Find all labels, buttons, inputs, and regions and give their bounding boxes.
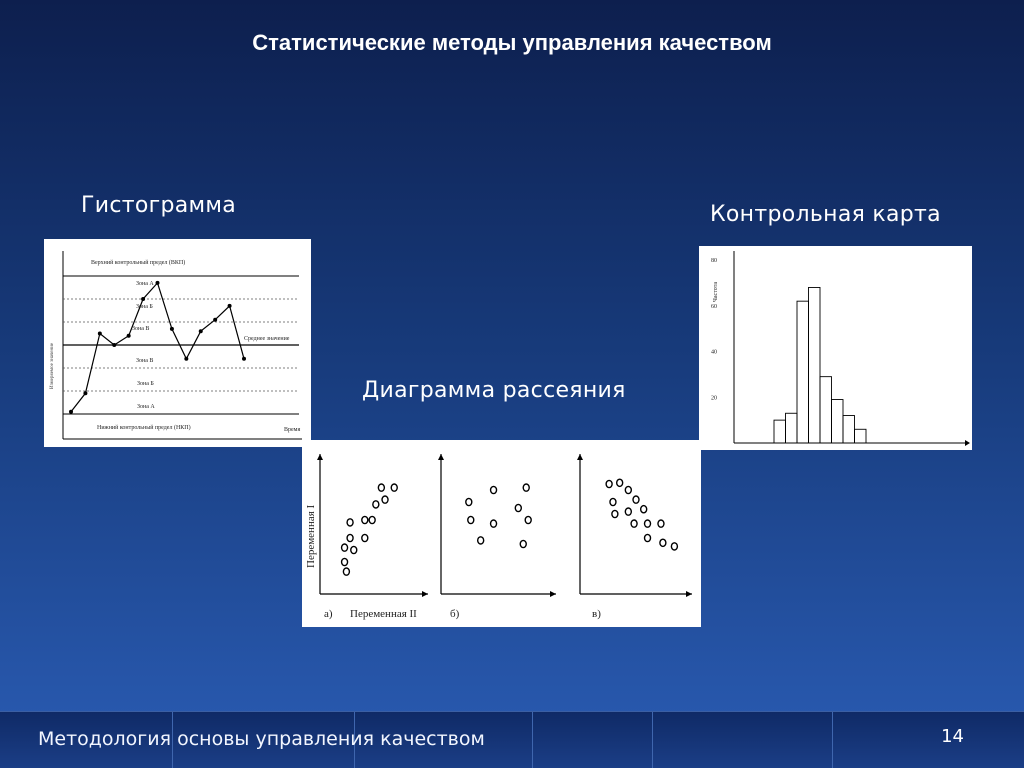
scatter-y-arrow	[577, 454, 583, 460]
footer	[0, 711, 1024, 768]
scatter-y-arrow	[438, 454, 444, 460]
cc-point	[228, 304, 232, 308]
scatter-svg	[302, 440, 701, 627]
scatter-point	[606, 480, 612, 487]
scatter-point	[491, 486, 497, 493]
cc-y-axis-label: Измеряемое значение	[50, 342, 55, 389]
cc-point	[141, 297, 145, 301]
scatter-point	[466, 498, 472, 505]
cc-zone-label: Зона В	[132, 326, 150, 332]
hist-bar	[797, 301, 809, 443]
scatter-x-arrow	[422, 591, 428, 597]
hist-tick-label: 60	[711, 303, 717, 310]
cc-point	[199, 329, 203, 333]
scatter-point	[342, 558, 348, 565]
scatter-point	[523, 484, 529, 491]
cc-point	[156, 281, 160, 285]
footer-divider	[532, 712, 533, 768]
hist-bars	[774, 287, 866, 443]
scatter-point	[645, 534, 651, 541]
cc-point	[242, 357, 246, 361]
scatter-point	[520, 540, 526, 547]
hist-bar	[774, 420, 786, 443]
slide-title: Статистические методы управления качеством	[252, 30, 772, 55]
scatter-point	[658, 520, 664, 527]
footer-text: Методология основы управления качеством	[38, 728, 485, 750]
cc-lcl-label: Нижний контрольный предел (НКП)	[97, 425, 191, 431]
scatter-panel-label: а)	[324, 608, 333, 620]
scatter-point	[382, 496, 388, 503]
cc-series	[69, 281, 246, 414]
footer-divider	[832, 712, 833, 768]
caption-middle: Диаграмма рассеяния	[362, 378, 626, 403]
scatter-point	[625, 508, 631, 515]
cc-series-line	[71, 283, 244, 412]
scatter-points	[342, 479, 678, 575]
scatter-point	[343, 568, 349, 575]
scatter-x-axis-label: Переменная II	[350, 608, 417, 620]
scatter-point	[347, 519, 353, 526]
scatter-point	[631, 520, 637, 527]
cc-point	[127, 334, 131, 338]
control-chart-image	[44, 239, 311, 447]
scatter-point	[525, 516, 531, 523]
hist-y-axis-label: Частота	[713, 281, 719, 302]
caption-left: Гистограмма	[81, 193, 237, 218]
histogram-svg	[699, 246, 972, 450]
scatter-point	[342, 544, 348, 551]
cc-zone-label: Зона А	[137, 404, 155, 410]
hist-tick-label: 80	[711, 258, 717, 264]
cc-point	[112, 343, 116, 347]
scatter-point	[351, 546, 357, 553]
cc-point	[213, 318, 217, 322]
scatter-y-arrow	[317, 454, 323, 460]
cc-zone-label: Зона Б	[137, 381, 154, 387]
hist-tick-label: 20	[711, 395, 717, 402]
scatter-point	[373, 501, 379, 508]
scatter-point	[468, 516, 474, 523]
cc-point	[170, 327, 174, 331]
scatter-point	[391, 484, 397, 491]
cc-point	[184, 357, 188, 361]
scatter-point	[625, 486, 631, 493]
cc-point	[69, 410, 73, 414]
hist-ticks	[711, 258, 717, 401]
scatter-point	[617, 479, 623, 486]
scatter-point	[369, 516, 375, 523]
hist-bar	[809, 287, 821, 443]
scatter-y-axis-label: Переменная I	[305, 504, 317, 568]
scatter-point	[641, 506, 647, 513]
scatter-point	[478, 537, 484, 544]
scatter-point	[612, 510, 618, 517]
hist-bar	[843, 416, 855, 443]
cc-point	[83, 391, 87, 395]
cc-zone-label: Зона В	[136, 358, 154, 364]
cc-point	[98, 332, 102, 336]
scatter-point	[362, 534, 368, 541]
scatter-point	[378, 484, 384, 491]
cc-ucl-label: Верхний контрольный предел (ВКП)	[91, 260, 186, 266]
scatter-point	[515, 504, 521, 511]
cc-x-axis-label: Время	[284, 427, 301, 433]
cc-mean-label: Среднее значение	[244, 336, 290, 342]
hist-x-arrow	[965, 440, 970, 446]
cc-zone-label: Зона Б	[136, 304, 153, 310]
scatter-x-arrow	[686, 591, 692, 597]
hist-bar	[820, 377, 832, 443]
scatter-image	[302, 440, 701, 627]
scatter-point	[362, 516, 368, 523]
page-number: 14	[941, 726, 964, 747]
scatter-point	[671, 543, 677, 550]
control-chart-svg	[44, 239, 311, 447]
scatter-point	[645, 520, 651, 527]
histogram-image	[699, 246, 972, 450]
hist-bar	[855, 429, 867, 443]
hist-bar	[786, 413, 798, 443]
scatter-x-arrow	[550, 591, 556, 597]
scatter-point	[660, 539, 666, 546]
scatter-point	[347, 534, 353, 541]
footer-divider	[652, 712, 653, 768]
scatter-panel-label: в)	[592, 608, 601, 620]
scatter-panel-label: б)	[450, 608, 460, 620]
cc-zone-label: Зона А	[136, 281, 154, 287]
hist-bar	[832, 400, 844, 443]
scatter-point	[491, 520, 497, 527]
scatter-point	[610, 498, 616, 505]
hist-tick-label: 40	[711, 349, 717, 356]
caption-right: Контрольная карта	[710, 202, 941, 227]
scatter-point	[633, 496, 639, 503]
